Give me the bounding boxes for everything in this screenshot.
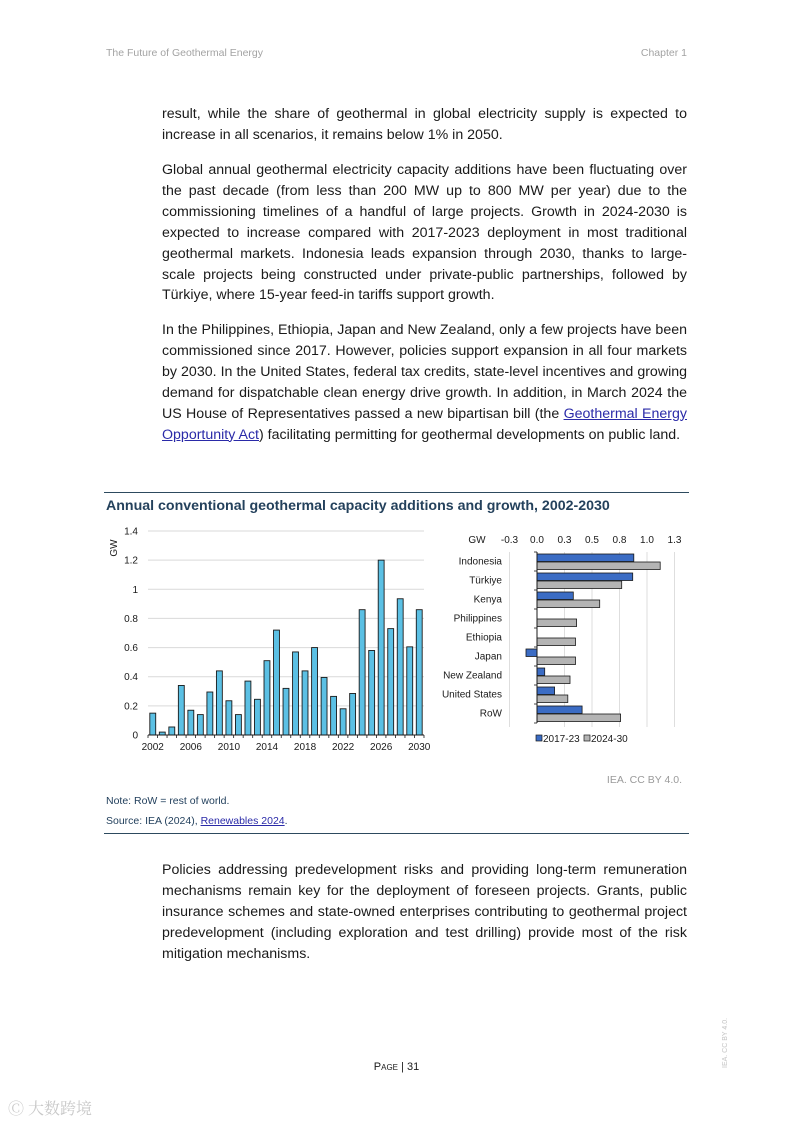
bar	[302, 671, 308, 735]
bar	[226, 701, 232, 735]
y-tick-label: 1.4	[124, 526, 138, 538]
paragraph-text: ) facilitating permitting for geothermal developments on public land.	[259, 426, 681, 443]
bar-2017-23	[537, 592, 573, 600]
bar	[321, 677, 327, 735]
running-header	[106, 47, 687, 59]
bar	[188, 710, 194, 735]
bar	[388, 629, 394, 735]
bar	[150, 713, 156, 735]
legend-label: 2017-23	[543, 734, 580, 745]
bar	[359, 610, 365, 735]
y-tick-label: 0.2	[124, 701, 138, 713]
figure-top-rule	[104, 492, 689, 493]
page-separator: |	[398, 1061, 407, 1073]
paragraph-text: Global annual geothermal electricity capacity additions have been fluctuating over the past decade (from less than 200 MW up to 800 MW per year) due to the commissioning timelines of a handful of large projects. Growth in 2024-2030 is expected to increase compared with 2017-2023 deployment in most traditional geothermal markets. Indonesia leads expansion through 2030, thanks to large-scale projects being constructed under private-public partnerships, followed by Türkiye, where 15-year feed-in tariffs support growth.	[162, 162, 687, 304]
x-tick-label: 1.0	[640, 535, 654, 546]
source-suffix: .	[284, 815, 288, 827]
legend-label: 2024-30	[591, 734, 628, 745]
category-label: Ethiopia	[465, 632, 502, 644]
bar	[197, 715, 203, 735]
x-tick-label: 0.5	[585, 535, 599, 546]
document-title: The Future of Geothermal Energy	[106, 47, 263, 59]
category-label: Japan	[474, 651, 502, 663]
chapter-label: Chapter 1	[640, 47, 687, 59]
bar	[369, 650, 375, 735]
paragraph-text: Policies addressing predevelopment risks and providing long-term remuneration mechanisms remain key for the deployment of foreseen projects. Grants, public insurance schemes and state-owned enterprises contributing to geothermal project predevelopment (including exploration and test drilling) provide most of the risk mitigation mechanisms.	[162, 862, 687, 962]
bar-2024-30	[537, 619, 577, 627]
side-license: IEA. CC BY 4.0.	[722, 1017, 729, 1068]
bar-2024-30	[537, 657, 576, 665]
geothermal-act-link[interactable]: Geothermal Energy Opportunity Act	[162, 405, 687, 443]
x-tick-label: 2002	[141, 742, 164, 753]
figure-bottom-rule	[104, 833, 689, 834]
x-tick-label: 0.0	[530, 535, 544, 546]
renewables-2024-link[interactable]: Renewables 2024	[200, 815, 285, 827]
category-label: Indonesia	[458, 556, 502, 568]
bar-2017-23	[537, 706, 582, 714]
bar-2017-23	[537, 573, 633, 581]
x-tick-label: 2014	[255, 742, 279, 753]
bar	[207, 692, 213, 735]
page-number	[0, 1061, 793, 1073]
watermark	[8, 1096, 92, 1119]
bar	[169, 727, 175, 735]
y-tick-label: 0.6	[124, 643, 138, 655]
bar	[312, 648, 318, 735]
figure-credit: IEA. CC BY 4.0.	[606, 774, 682, 786]
x-tick-label: 0.3	[557, 535, 572, 546]
paragraph-2	[162, 160, 687, 306]
category-label: United States	[441, 689, 502, 701]
legend-swatch	[584, 735, 590, 741]
annual-additions-chart	[104, 522, 434, 757]
market-growth-chart	[432, 525, 692, 755]
bar	[416, 610, 422, 735]
source-prefix: Source: IEA (2024),	[106, 815, 201, 827]
bar	[350, 693, 356, 735]
category-label: Philippines	[453, 613, 502, 625]
paragraph-text: In the Philippines, Ethiopia, Japan and New Zealand, only a few projects have been commissioned since 2017. However, policies support expansion in all four markets by 2030. In the United States, federal tax credits, state-level incentives and growing demand for dispatchable clean energy drive growth. In addition, in March 2024 the US House of Representatives passed a new bipartisan bill (the	[162, 322, 687, 422]
x-tick-label: 2026	[370, 742, 393, 753]
x-tick-label: 0.8	[612, 535, 627, 546]
bar	[254, 699, 260, 735]
y-tick-label: 0.8	[124, 613, 138, 625]
bar	[274, 630, 280, 735]
page-number-value: 31	[406, 1061, 420, 1073]
paragraph-3	[162, 320, 687, 445]
figure-title: Annual conventional geothermal capacity additions and growth, 2002-2030	[106, 498, 610, 514]
x-tick-label: 1.3	[667, 535, 682, 546]
bar-2024-30	[537, 638, 576, 646]
bar-2024-30	[537, 600, 600, 608]
x-tick-label: 2010	[217, 742, 241, 753]
paragraph-1	[162, 104, 687, 146]
y-tick-label: 1	[132, 584, 138, 596]
y-axis-label: GW	[109, 539, 120, 557]
bar	[397, 599, 403, 735]
category-label: New Zealand	[443, 670, 502, 682]
bar	[264, 661, 270, 735]
bar-2017-23	[537, 668, 545, 676]
bar	[245, 681, 251, 735]
category-label: Türkiye	[469, 575, 502, 587]
x-tick-label: 2018	[293, 742, 317, 753]
bar	[235, 715, 241, 735]
bar-2017-23	[537, 554, 634, 562]
bar-chart-svg	[104, 522, 434, 757]
watermark-logo-icon: Ⓒ	[8, 1101, 25, 1118]
x-tick-label: 2022	[331, 742, 355, 753]
paragraph-text: result, while the share of geothermal in global electricity supply is expected to increase in all scenarios, it remains below 1% in 2050.	[162, 106, 687, 143]
bar-2017-23	[526, 649, 537, 657]
y-tick-label: 0	[132, 730, 138, 742]
bar	[283, 688, 289, 735]
category-label: Kenya	[473, 594, 502, 606]
bar-2024-30	[537, 695, 568, 703]
bar-2024-30	[537, 714, 621, 722]
paragraph-4	[162, 860, 687, 965]
x-tick-label: -0.3	[500, 535, 519, 546]
horizontal-bar-chart-svg	[432, 525, 692, 755]
x-axis-unit-label: GW	[468, 535, 486, 546]
y-tick-label: 1.2	[124, 555, 138, 567]
y-tick-label: 0.4	[124, 672, 138, 684]
bar-2024-30	[537, 562, 660, 570]
bar	[216, 671, 222, 735]
bar	[407, 647, 413, 735]
figure-note: Note: RoW = rest of world.	[106, 795, 230, 807]
bar-2017-23	[537, 687, 555, 695]
page-word: Page	[373, 1061, 398, 1073]
x-tick-label: 2030	[408, 742, 431, 753]
bar	[293, 652, 299, 735]
bar	[340, 709, 346, 735]
bar	[378, 560, 384, 735]
bar	[331, 696, 337, 735]
category-label: RoW	[479, 708, 502, 720]
figure-source	[106, 815, 288, 827]
bar-2024-30	[537, 676, 570, 684]
x-tick-label: 2006	[179, 742, 202, 753]
watermark-text: 大数跨境	[28, 1101, 93, 1118]
bar-2024-30	[537, 581, 622, 589]
legend-swatch	[536, 735, 542, 741]
bar	[178, 685, 184, 735]
